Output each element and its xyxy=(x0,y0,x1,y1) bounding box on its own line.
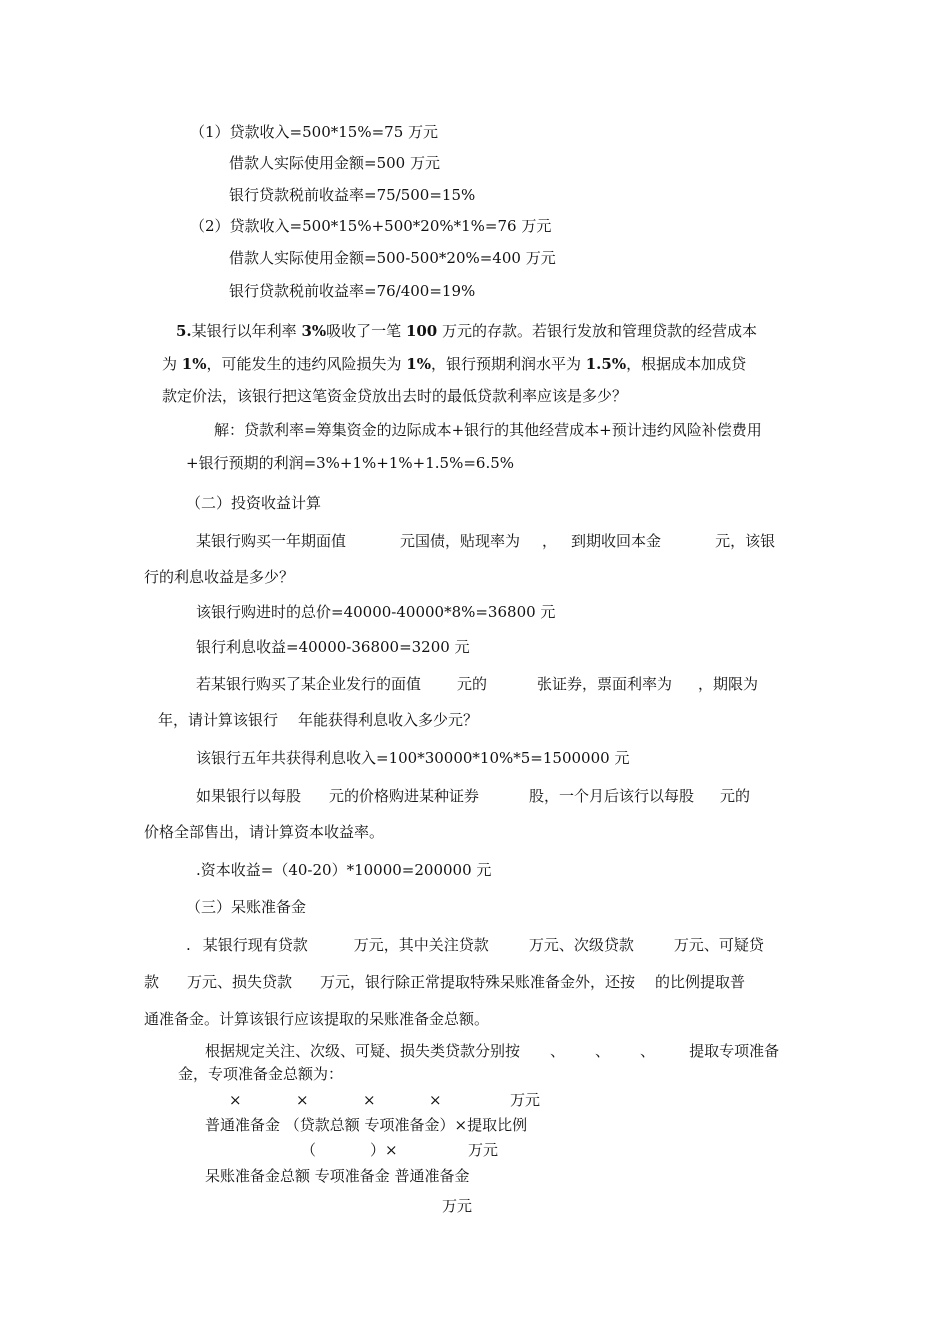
section3-heading: （三）呆账准备金 xyxy=(186,898,307,916)
q5-text: 万元的存款。若银行发放和管理贷款的经营成本 xyxy=(437,322,758,340)
s3p1-text: 款 xyxy=(144,973,160,991)
s2p2-text: ，期限为 xyxy=(698,675,759,693)
s2p2-text: 年，请计算该银行 xyxy=(158,711,279,729)
multiply-sign-1: × xyxy=(229,1091,242,1109)
s2p1-result2: 银行利息收益=40000-36800=3200 元 xyxy=(196,638,470,656)
q5-solution-1: 解：贷款利率=筹集资金的边际成本+银行的其他经营成本+预计违约风险补偿费用 xyxy=(214,421,762,439)
s2p2-text: 元的 xyxy=(457,675,488,693)
q5-text: 吸收了一笔 xyxy=(326,322,406,340)
s2p3-line2: 价格全部售出，请计算资本收益率。 xyxy=(144,823,385,841)
q5-line2 xyxy=(162,354,746,374)
s2p1-line2: 行的利息收益是多少？ xyxy=(144,568,295,586)
q5-text: ，可能发生的违约风险损失为 xyxy=(206,355,407,373)
item1-line3: 银行贷款税前收益率=75/500=15% xyxy=(229,186,476,204)
q5-text: ，银行预期利润水平为 xyxy=(430,355,586,373)
s3p1-text: 万元、次级贷款 xyxy=(528,936,634,954)
q5-rate: 3% xyxy=(301,322,327,340)
paren-close: ）× xyxy=(370,1141,398,1159)
paren-open: （ xyxy=(301,1141,317,1159)
q5-line3: 款定价法，该银行把这笔资金贷放出去时的最低贷款利率应该是多少？ xyxy=(162,387,628,405)
unit-wanyuan-1: 万元 xyxy=(510,1091,541,1109)
q5-risk: 1% xyxy=(406,355,431,373)
q5-profit: 1.5% xyxy=(585,355,627,373)
s3p1-line3: 通准备金。计算该银行应该提取的呆账准备金总额。 xyxy=(144,1010,490,1028)
s3p2-line2: 金，专项准备金总额为： xyxy=(178,1065,344,1083)
multiply-sign-2: × xyxy=(296,1091,309,1109)
s3p2-separator: 、 xyxy=(640,1042,656,1060)
q5-line1 xyxy=(176,321,757,341)
q5-text: 为 xyxy=(162,355,182,373)
s3p2-separator: 、 xyxy=(550,1042,566,1060)
s3p1-line1 xyxy=(186,935,764,955)
general-reserve-formula: 普通准备金 （贷款总额 专项准备金）×提取比例 xyxy=(205,1116,528,1134)
s2p1-line1 xyxy=(196,531,775,551)
s3p1-line2 xyxy=(144,972,745,992)
s2p1-text: 元国债，贴现率为 xyxy=(400,532,521,550)
total-reserve-formula: 呆账准备金总额 专项准备金 普通准备金 xyxy=(205,1167,470,1185)
item1-line1: （1）贷款收入=500*15%=75 万元 xyxy=(190,123,439,141)
multiply-sign-4: × xyxy=(429,1091,442,1109)
multiply-sign-3: × xyxy=(363,1091,376,1109)
q5-solution-2: +银行预期的利润=3%+1%+1%+1.5%=6.5% xyxy=(186,454,515,472)
q5-text: 某银行以年利率 xyxy=(191,322,302,340)
s2p2-text: 年能获得利息收入多少元？ xyxy=(298,711,479,729)
item2-line2: 借款人实际使用金额=500-500*20%=400 万元 xyxy=(229,249,556,267)
q5-amount: 100 xyxy=(405,322,438,340)
s2p3-text: 元的价格购进某种证券 xyxy=(329,787,480,805)
s2p3-line1 xyxy=(196,786,750,806)
q5-number: 5. xyxy=(176,322,192,340)
s3p2-text: 根据规定关注、次级、可疑、损失类贷款分别按 xyxy=(205,1042,521,1060)
unit-wanyuan-2: 万元 xyxy=(468,1141,499,1159)
item1-line2: 借款人实际使用金额=500 万元 xyxy=(229,154,440,172)
s2p1-text: 某银行购买一年期面值 xyxy=(196,532,347,550)
s2p2-text: 若某银行购买了某企业发行的面值 xyxy=(196,675,422,693)
unit-wanyuan-3: 万元 xyxy=(442,1197,473,1215)
s2p2-text: 张证券，票面利率为 xyxy=(537,675,673,693)
s2p1-text: 元，该银 xyxy=(715,532,776,550)
s2p1-result1: 该银行购进时的总价=40000-40000*8%=36800 元 xyxy=(196,603,556,621)
s2p3-result: .资本收益=（40-20）*10000=200000 元 xyxy=(196,861,492,879)
item2-line3: 银行贷款税前收益率=76/400=19% xyxy=(229,282,476,300)
s3p1-text: 万元、可疑贷 xyxy=(673,936,764,954)
s3p1-text: . xyxy=(186,936,191,954)
s3p1-text: 的比例提取普 xyxy=(655,973,746,991)
s2p1-text: 到期收回本金 xyxy=(571,532,662,550)
s2p3-text: 如果银行以每股 xyxy=(196,787,302,805)
s3p1-text: 某银行现有贷款 xyxy=(202,936,308,954)
section2-heading: （二）投资收益计算 xyxy=(186,494,322,512)
q5-text: ，根据成本加成贷 xyxy=(626,355,747,373)
s2p1-text: ， xyxy=(542,532,558,550)
q5-cost: 1% xyxy=(181,355,207,373)
s3p1-text: 万元、损失贷款 xyxy=(187,973,293,991)
s2p2-result: 该银行五年共获得利息收入=100*30000*10%*5=1500000 元 xyxy=(196,749,630,767)
s2p3-text: 股，一个月后该行以每股 xyxy=(529,787,695,805)
s3p1-text: 万元，银行除正常提取特殊呆账准备金外，还按 xyxy=(320,973,636,991)
s3p1-text: 万元，其中关注贷款 xyxy=(353,936,489,954)
s3p2-text: 提取专项准备 xyxy=(689,1042,780,1060)
s2p3-text: 元的 xyxy=(720,787,751,805)
s3p2-line1 xyxy=(205,1041,779,1061)
s3p2-separator: 、 xyxy=(595,1042,611,1060)
s2p2-line2 xyxy=(158,710,478,730)
s2p2-line1 xyxy=(196,674,758,694)
item2-line1: （2）贷款收入=500*15%+500*20%*1%=76 万元 xyxy=(190,217,552,235)
